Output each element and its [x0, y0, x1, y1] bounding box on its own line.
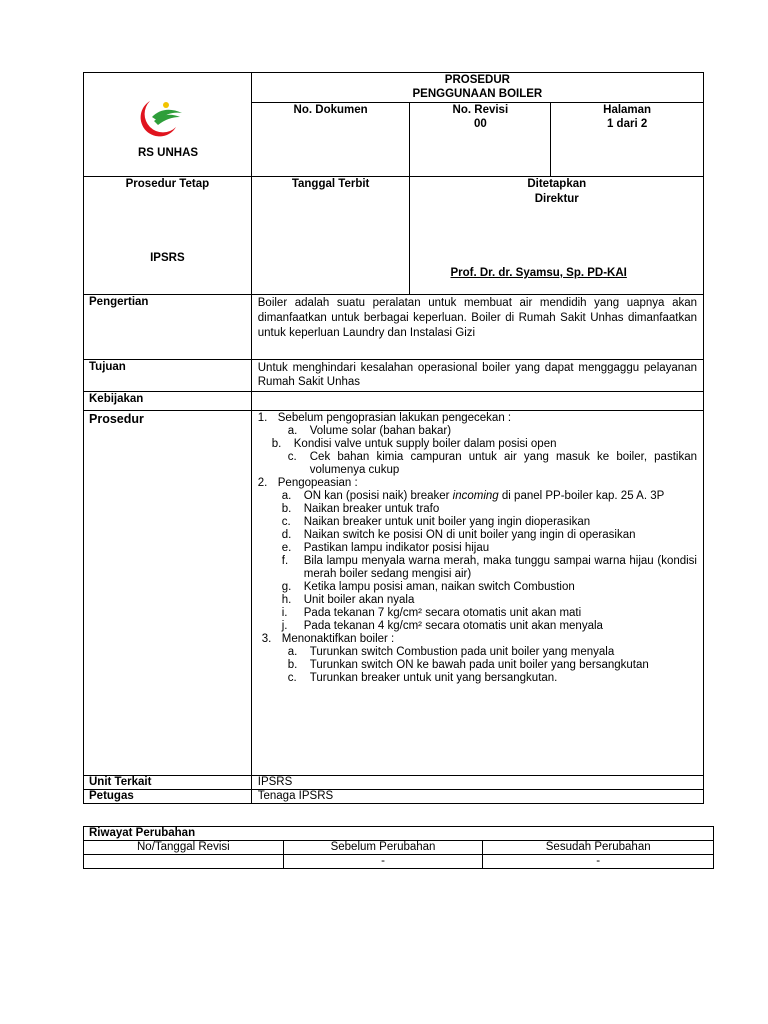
procedure-step: [258, 633, 697, 646]
procedure-substep: [258, 438, 697, 451]
kebijakan-label: Kebijakan: [84, 392, 252, 411]
substep-marker: j.: [281, 620, 288, 632]
substep-text: Pada tekanan 4 kg/cm² secara otomatis unit akan menyala: [303, 620, 603, 632]
page-cell: Halaman 1 dari 2: [551, 103, 704, 177]
substep-text: di panel PP-boiler kap. 25 A. 3P: [498, 490, 665, 502]
petugas-value: Tenaga IPSRS: [251, 790, 703, 804]
substep-marker: c.: [287, 451, 297, 463]
tujuan-label: Tujuan: [84, 360, 252, 392]
approval-line2: Direktur: [534, 193, 579, 205]
unit-terkait-value: IPSRS: [251, 776, 703, 790]
procedure-substep: [258, 581, 697, 594]
procedure-step: [258, 477, 697, 490]
doc-number-cell: No. Dokumen: [251, 103, 410, 177]
history-col-after: Sesudah Perubahan: [483, 841, 714, 855]
procedure-document-table: [83, 72, 704, 804]
issue-date-cell: Tanggal Terbit: [251, 177, 410, 295]
substep-text: Volume solar (bahan bakar): [309, 425, 452, 437]
substep-marker: c.: [287, 672, 297, 684]
document-title: PROSEDUR PENGGUNAAN BOILER: [251, 73, 703, 103]
unit-terkait-label: Unit Terkait: [84, 776, 252, 790]
unit-name: IPSRS: [150, 252, 185, 264]
procedure-substep: [258, 620, 697, 633]
procedure-substep: [258, 659, 697, 672]
procedure-substep: [258, 503, 697, 516]
substep-marker: e.: [281, 542, 292, 554]
substep-marker: a.: [287, 646, 298, 658]
approver-name: Prof. Dr. dr. Syamsu, Sp. PD-KAI: [450, 267, 627, 279]
history-col-before: Sebelum Perubahan: [283, 841, 483, 855]
history-row: [84, 855, 714, 869]
substep-emphasis: incoming: [452, 490, 499, 502]
prosedur-steps: [251, 411, 703, 776]
substep-text: Turunkan breaker untuk unit yang bersangkutan.: [309, 672, 558, 684]
substep-marker: g.: [281, 581, 292, 593]
revision-history-table: [83, 826, 714, 869]
procedure-substep: [258, 555, 697, 581]
procedure-substep: [258, 672, 697, 685]
petugas-label: Petugas: [84, 790, 252, 804]
substep-marker: h.: [281, 594, 292, 606]
history-cell: -: [483, 855, 714, 869]
substep-text: Turunkan switch Combustion pada unit boiler yang menyala: [309, 646, 615, 658]
substep-text: Kondisi valve untuk supply boiler dalam posisi open: [293, 438, 557, 450]
substep-text: Naikan breaker untuk unit boiler yang ingin dioperasikan: [303, 516, 591, 528]
history-cell: -: [283, 855, 483, 869]
substep-text: Naikan breaker untuk trafo: [303, 503, 440, 515]
history-header-row: [84, 841, 714, 855]
procedure-substep: [258, 607, 697, 620]
procedure-type-cell: [84, 177, 252, 295]
substep-text: Turunkan switch ON ke bawah pada unit boiler yang bersangkutan: [309, 659, 649, 671]
substep-text: Pada tekanan 7 kg/cm² secara otomatis unit akan mati: [303, 607, 582, 619]
approval-line1: Ditetapkan: [527, 178, 587, 190]
pengertian-label: Pengertian: [84, 295, 252, 360]
substep-text: Ketika lampu posisi aman, naikan switch Combustion: [303, 581, 575, 593]
procedure-type: Prosedur Tetap: [125, 178, 210, 190]
substep-marker: f.: [281, 555, 289, 567]
step-title: Sebelum pengoprasian lakukan pengecekan :: [277, 412, 512, 424]
substep-marker: a.: [281, 490, 292, 502]
pengertian-text: Boiler adalah suatu peralatan untuk membuat air mendidih yang uapnya akan dimanfaatkan untuk berbagai keperluan. Boiler di Rumah Sakit Unhas dimanfaatkan untuk keperluan Laundry dan Instalasi Gizi: [251, 295, 703, 360]
tujuan-text: Untuk menghindari kesalahan operasional boiler yang dapat menggaggu pelayanan Rumah Sakit Unhas: [251, 360, 703, 392]
step-number: 3.: [261, 633, 272, 645]
procedure-substep: [258, 425, 697, 438]
step-number: 1.: [257, 412, 268, 424]
procedure-step: [258, 412, 697, 425]
substep-marker: d.: [281, 529, 292, 541]
history-cell: [84, 855, 284, 869]
procedure-substep: [258, 490, 697, 503]
rs-unhas-logo-icon: [128, 97, 188, 141]
substep-text: Pastikan lampu indikator posisi hijau: [303, 542, 490, 554]
procedure-list: [258, 412, 697, 685]
step-title: Menonaktifkan boiler :: [281, 633, 395, 645]
procedure-substep: [258, 529, 697, 542]
history-col-revision: No/Tanggal Revisi: [84, 841, 284, 855]
substep-text: Cek bahan kimia campuran untuk air yang masuk ke boiler, pastikan volumenya cukup: [309, 451, 697, 476]
substep-marker: b.: [281, 503, 292, 515]
org-name: RS UNHAS: [138, 147, 199, 159]
substep-marker: a.: [287, 425, 298, 437]
procedure-substep: [258, 516, 697, 529]
step-title: Pengopeasian :: [277, 477, 358, 489]
substep-marker: b.: [287, 659, 298, 671]
prosedur-label: Prosedur: [84, 411, 252, 776]
substep-text: Unit boiler akan nyala: [303, 594, 415, 606]
kebijakan-text: [251, 392, 703, 411]
logo-cell: [84, 73, 252, 177]
substep-text: Naikan switch ke posisi ON di unit boiler yang ingin di operasikan: [303, 529, 636, 541]
procedure-substep: [258, 451, 697, 477]
step-number: 2.: [257, 477, 268, 489]
substep-marker: b.: [271, 438, 282, 450]
substep-marker: c.: [281, 516, 291, 528]
procedure-substep: [258, 594, 697, 607]
procedure-substep: [258, 542, 697, 555]
approval-cell: [410, 177, 704, 295]
history-title: Riwayat Perubahan: [84, 827, 714, 841]
revision-cell: No. Revisi 00: [410, 103, 551, 177]
substep-text: ON kan (posisi naik) breaker: [303, 490, 453, 502]
procedure-substep: [258, 646, 697, 659]
substep-marker: i.: [281, 607, 288, 619]
substep-text: Bila lampu menyala warna merah, maka tunggu sampai warna hijau (kondisi merah boiler sedang mengisi air): [303, 555, 697, 580]
